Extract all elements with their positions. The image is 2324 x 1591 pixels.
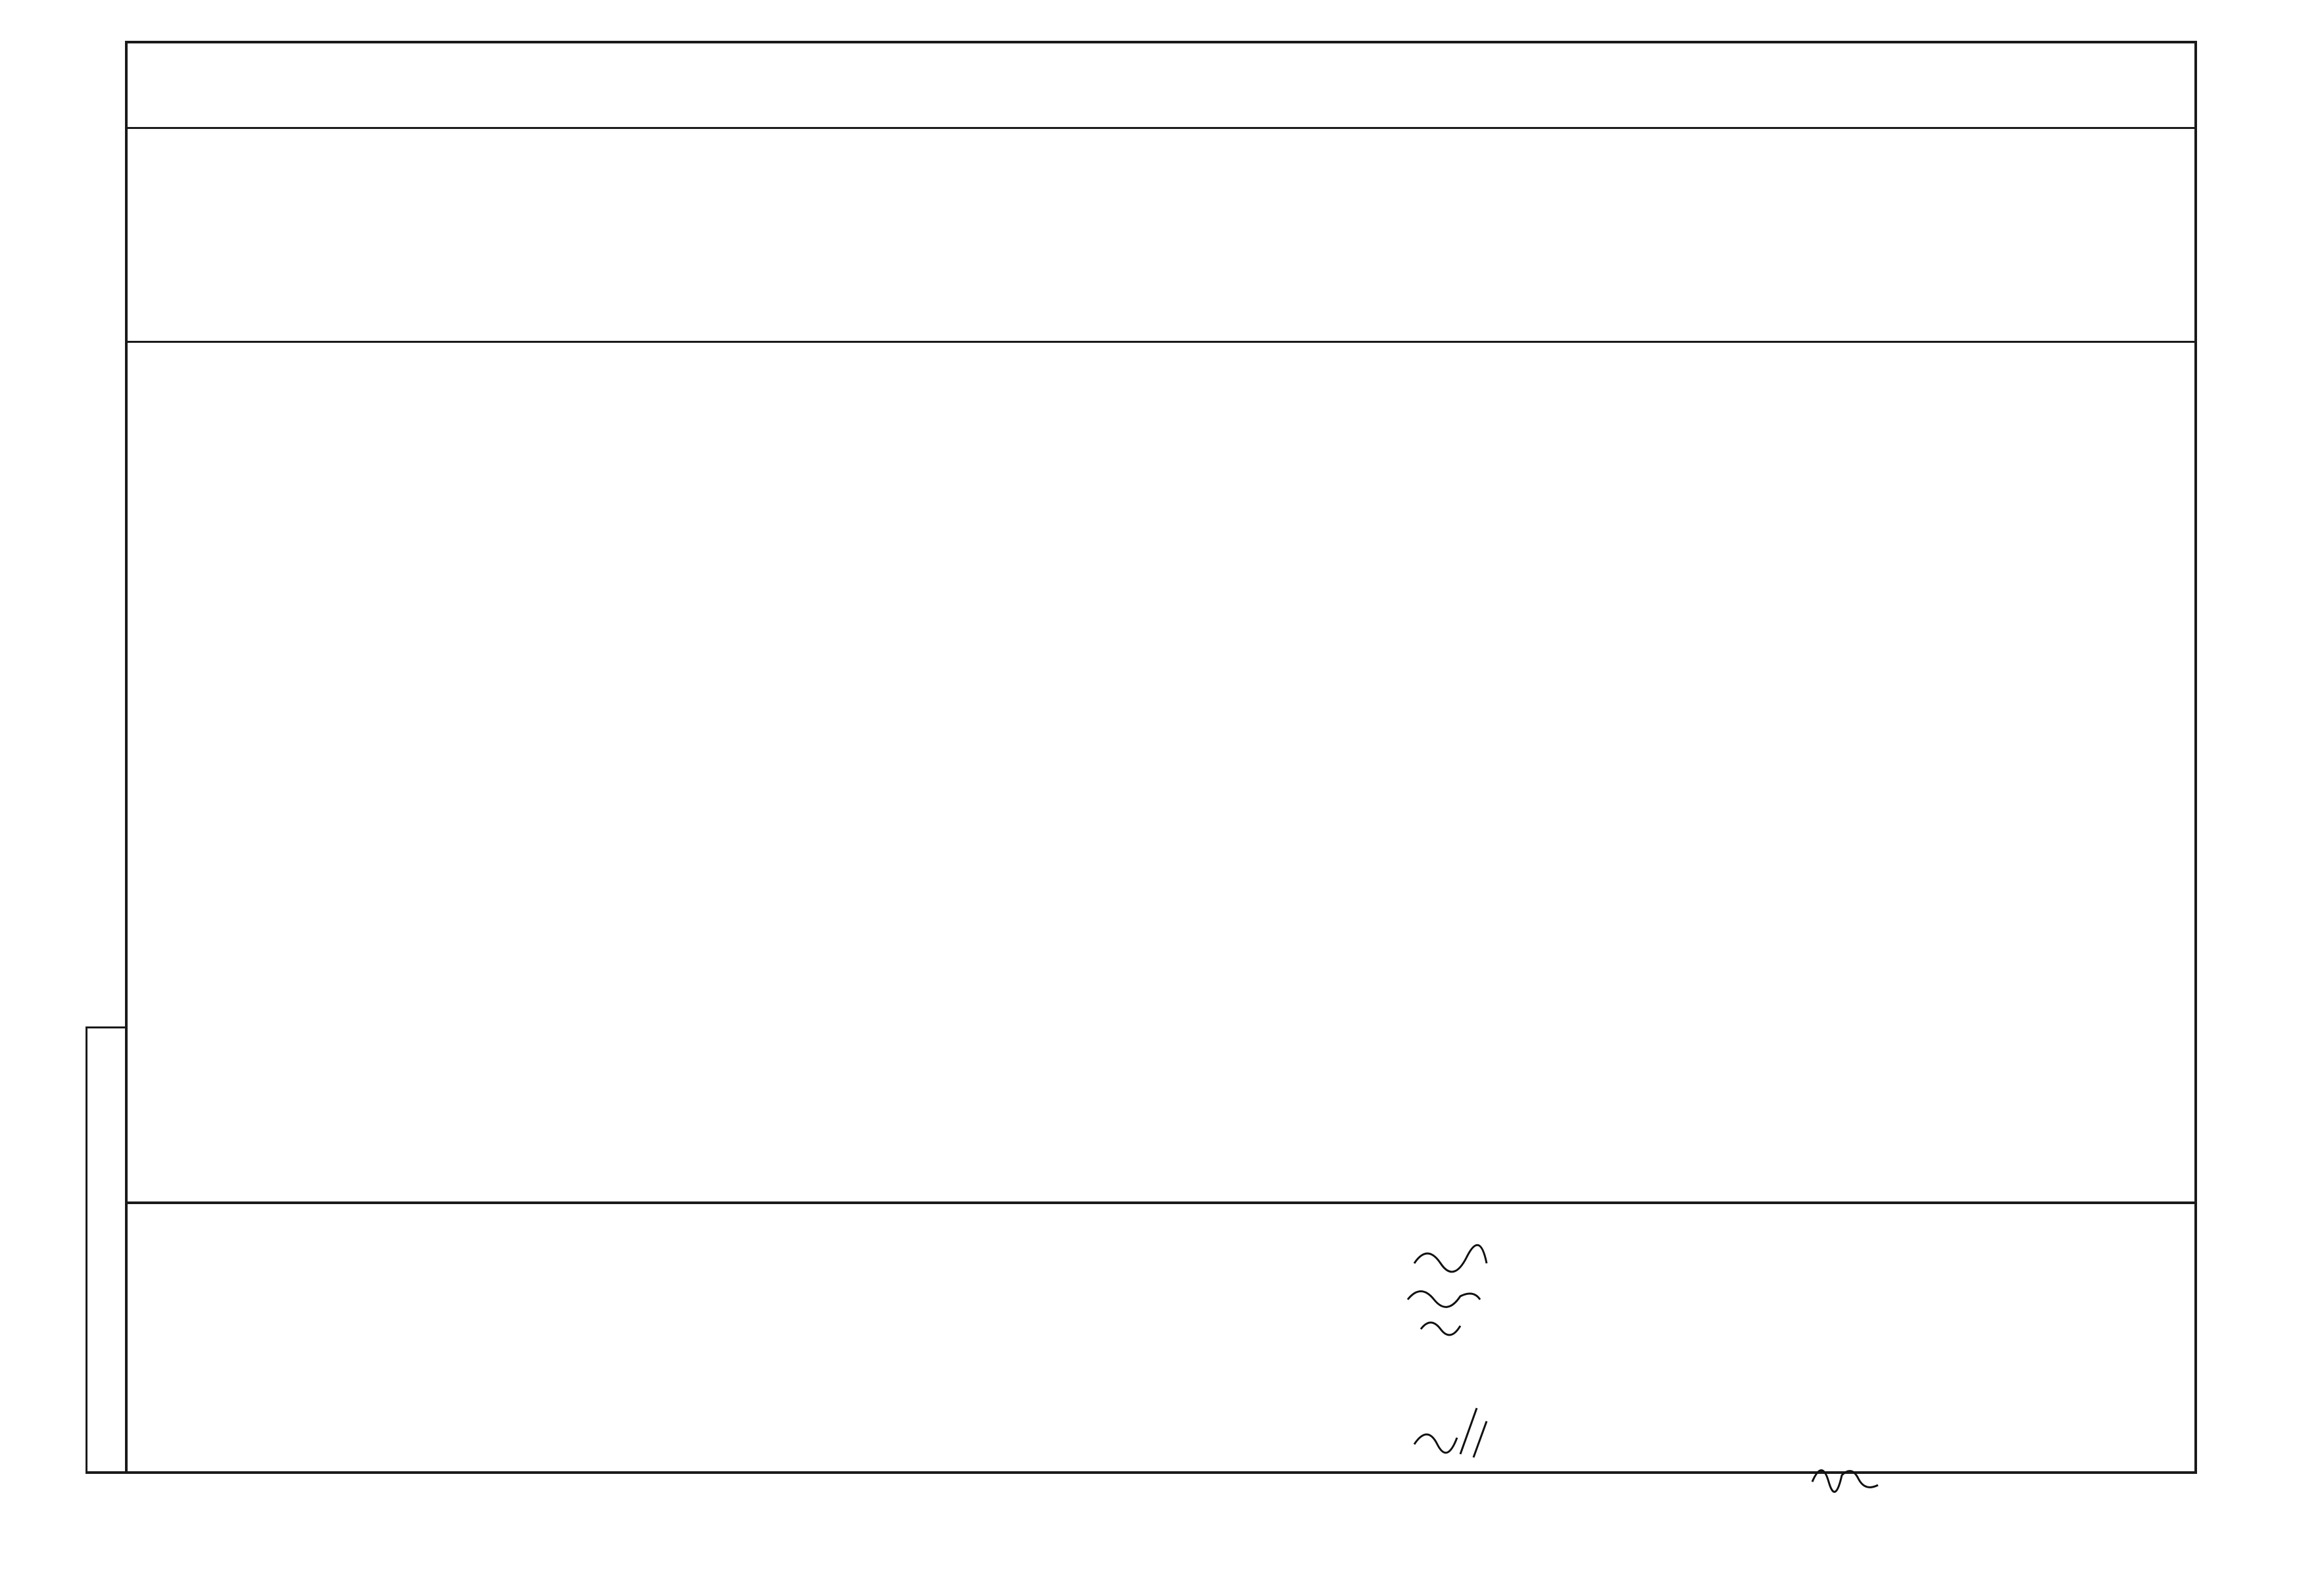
frame-top — [125, 41, 2197, 43]
header-bottom-line — [125, 341, 2197, 343]
header-top-line — [125, 127, 2197, 129]
frame-stub — [86, 1026, 128, 1028]
frame-left — [125, 41, 128, 1474]
copied-signature — [1809, 1455, 1888, 1495]
signature-scribbles — [1401, 1237, 1513, 1474]
frame-right — [2194, 41, 2197, 1474]
table-bottom-line — [125, 1201, 2197, 1204]
frame-stub-v — [86, 1026, 87, 1474]
